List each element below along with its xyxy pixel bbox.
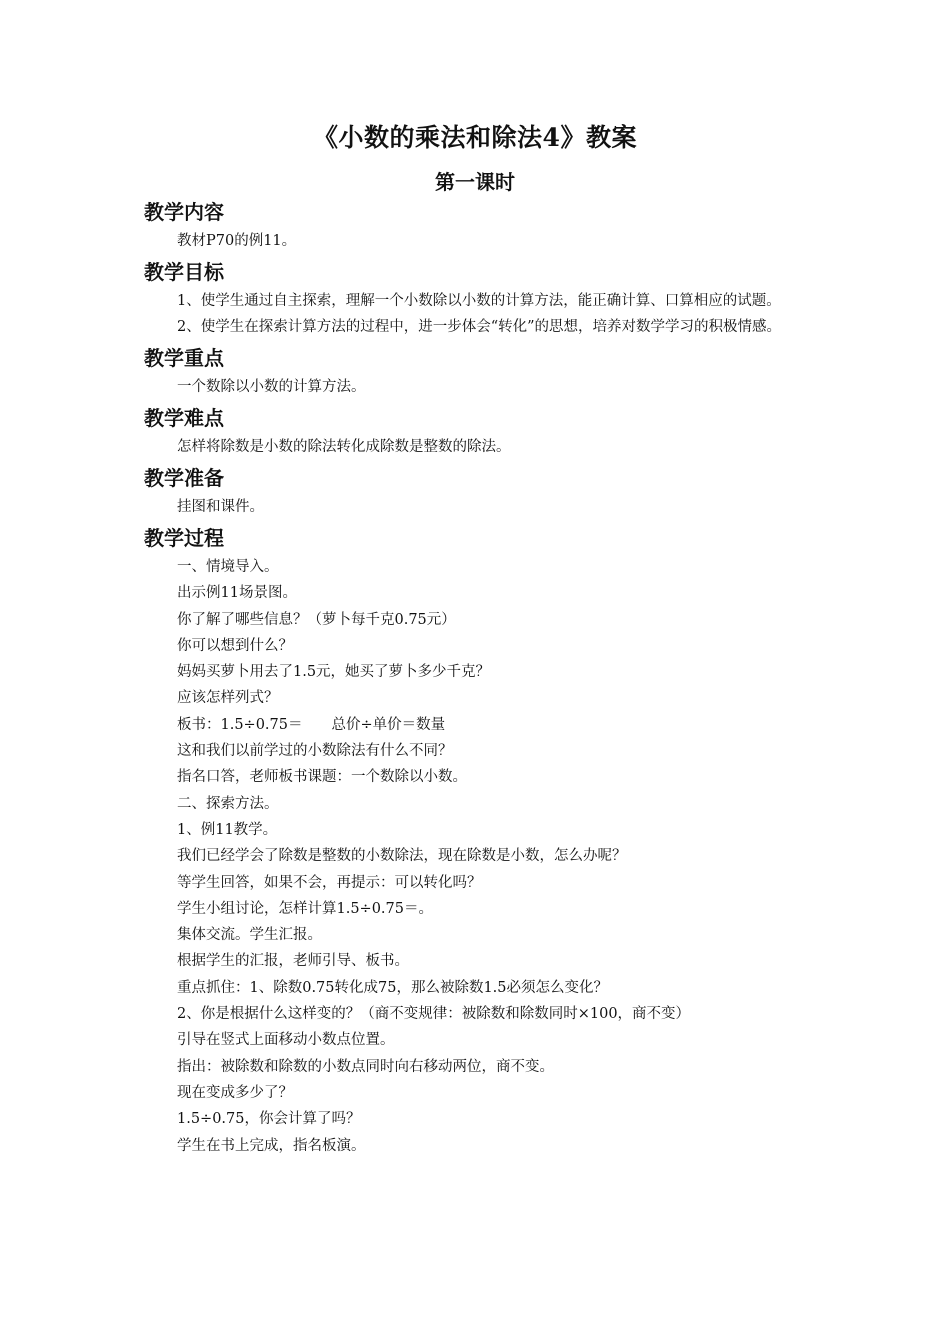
process-line: 你了解了哪些信息？（萝卜每千克0.75元） bbox=[177, 611, 456, 628]
prep-text: 挂图和课件。 bbox=[177, 499, 264, 515]
section-heading-prep: 教学准备 bbox=[144, 466, 224, 490]
process-line: 出示例11场景图。 bbox=[177, 585, 297, 602]
process-line: 2、你是根据什么这样变的？（商不变规律：被除数和除数同时×100，商不变） bbox=[177, 1006, 691, 1023]
content-text: 教材P70的例11。 bbox=[177, 233, 297, 249]
process-line: 学生小组讨论，怎样计算1.5÷0.75＝。 bbox=[177, 900, 433, 917]
process-line: 1.5÷0.75，你会计算了吗？ bbox=[177, 1111, 361, 1128]
process-line: 指出：被除数和除数的小数点同时向右移动两位，商不变。 bbox=[177, 1058, 554, 1075]
process-line: 重点抓住：1、除数0.75转化成75，那么被除数1.5必须怎么变化？ bbox=[177, 979, 609, 996]
process-line: 等学生回答，如果不会，再提示：可以转化吗？ bbox=[177, 874, 482, 891]
process-lines bbox=[144, 554, 810, 1159]
process-line: 妈妈买萝卜用去了1.5元，她买了萝卜多少千克？ bbox=[177, 664, 491, 681]
process-line: 1、例11教学。 bbox=[177, 821, 278, 838]
goal-item: 1、使学生通过自主探索，理解一个小数除以小数的计算方法，能正确计算、口算相应的试题。 bbox=[177, 293, 781, 309]
section-heading-content: 教学内容 bbox=[144, 200, 224, 224]
section-heading-goals: 教学目标 bbox=[144, 260, 224, 284]
focus-text: 一个数除以小数的计算方法。 bbox=[177, 379, 366, 395]
process-line: 现在变成多少了？ bbox=[177, 1084, 293, 1101]
section-heading-focus: 教学重点 bbox=[144, 346, 224, 370]
process-line: 一、情境导入。 bbox=[177, 559, 279, 575]
document-subtitle: 第一课时 bbox=[435, 170, 515, 194]
process-line: 指名口答，老师板书课题：一个数除以小数。 bbox=[177, 769, 467, 786]
difficulty-text: 怎样将除数是小数的除法转化成除数是整数的除法。 bbox=[177, 439, 511, 455]
process-line: 你可以想到什么？ bbox=[177, 637, 293, 654]
process-line: 二、探索方法。 bbox=[177, 795, 279, 812]
process-line: 学生在书上完成，指名板演。 bbox=[177, 1137, 366, 1154]
process-line: 引导在竖式上面移动小数点位置。 bbox=[177, 1032, 395, 1049]
process-line: 这和我们以前学过的小数除法有什么不同？ bbox=[177, 743, 453, 760]
process-line: 根据学生的汇报，老师引导、板书。 bbox=[177, 953, 409, 970]
process-line: 我们已经学会了除数是整数的小数除法，现在除数是小数，怎么办呢？ bbox=[177, 848, 627, 865]
section-heading-difficulty: 教学难点 bbox=[144, 406, 224, 430]
section-heading-process: 教学过程 bbox=[144, 526, 224, 550]
process-line: 板书：1.5÷0.75＝ 总价÷单价＝数量 bbox=[177, 716, 446, 733]
process-line: 应该怎样列式？ bbox=[177, 690, 279, 707]
document-body bbox=[144, 196, 810, 1159]
process-line: 集体交流。学生汇报。 bbox=[177, 927, 322, 944]
goal-item: 2、使学生在探索计算方法的过程中，进一步体会“转化”的思想，培养对数学学习的积极情感。 bbox=[177, 319, 782, 335]
document-title: 《小数的乘法和除法4》教案 bbox=[313, 123, 637, 152]
